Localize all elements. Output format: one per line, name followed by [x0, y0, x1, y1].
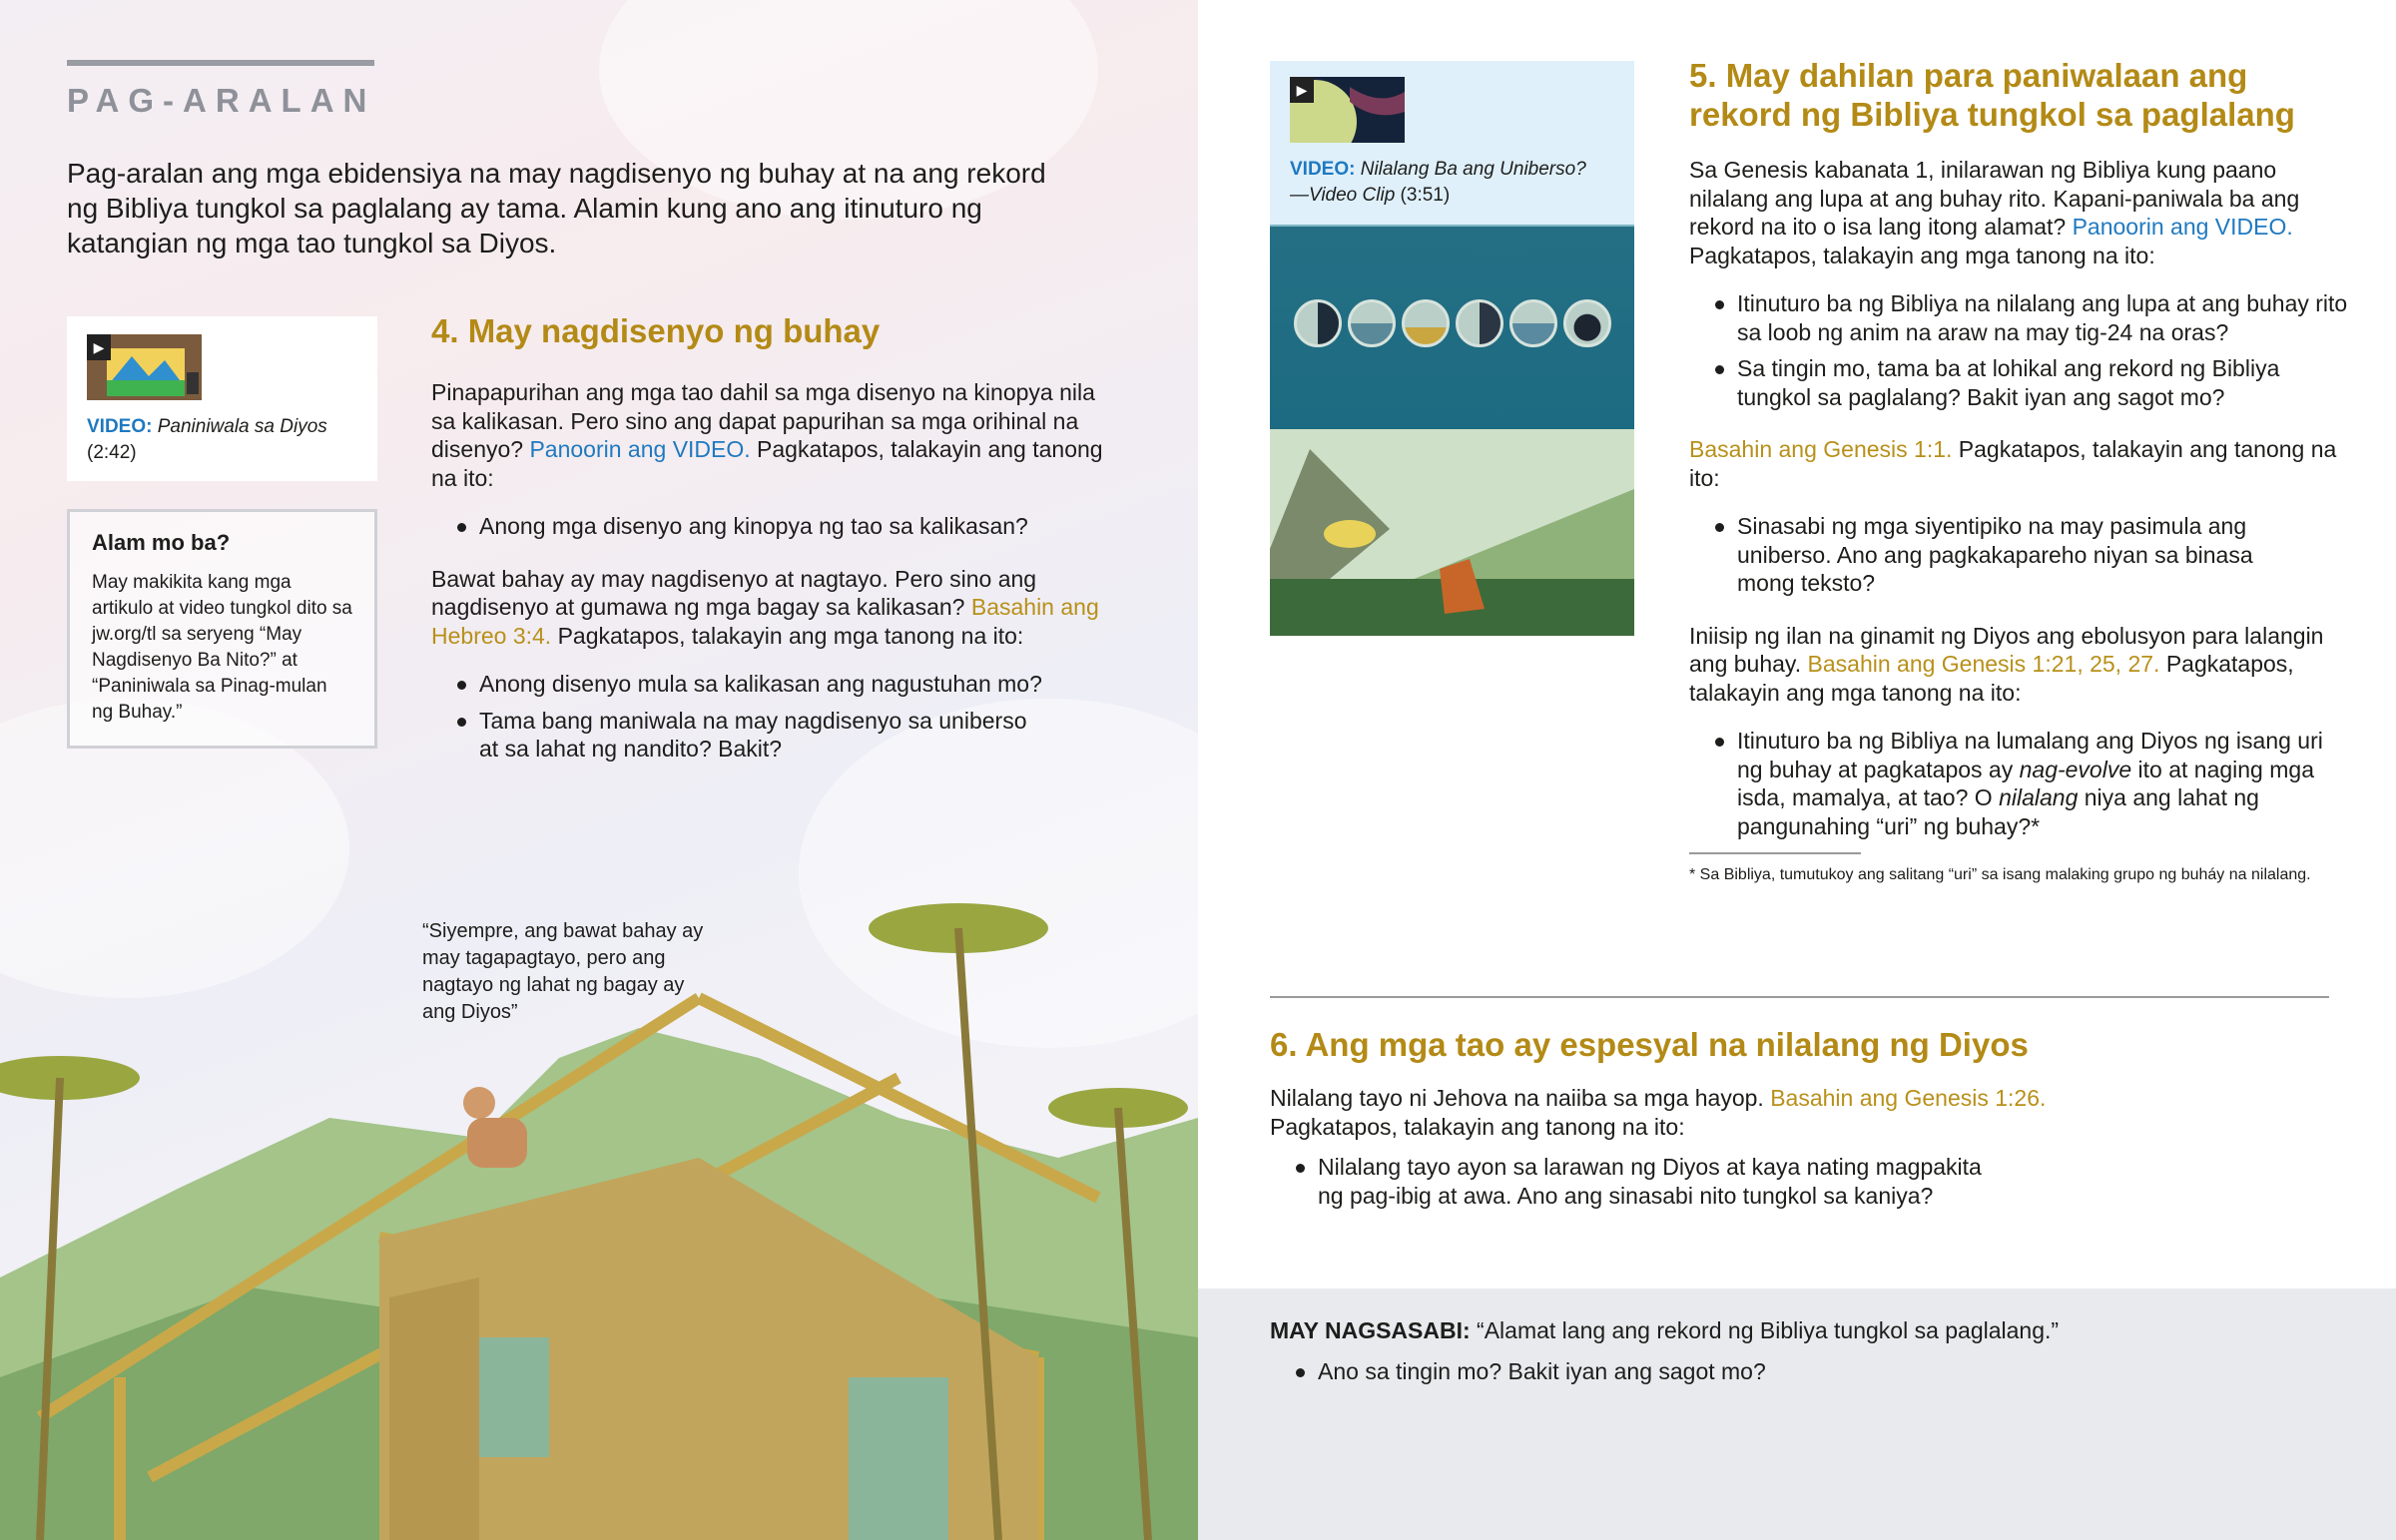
s4-p2: Bawat bahay ay may nagdisenyo at nagtayo. Pero sino ang nagdisenyo at gumawa ng mga bagay sa kalikasan?	[431, 565, 1037, 620]
s6-p1-end: Pagkatapos, talakayin ang tanong na ito:	[1270, 1113, 1685, 1140]
section-kicker: PAG-ARALAN	[67, 82, 376, 119]
did-you-know-box	[67, 509, 377, 749]
question: Sa tingin mo, tama ba at lohikal ang rekord ng Bibliya tungkol sa paglalang? Bakit iyan ang sagot mo?	[1689, 354, 2348, 411]
question: Itinuturo ba ng Bibliya na lumalang ang Diyos ng isang uri ng buhay at pagkatapos ay nag-evolve ito at naging mga isda, mamalya, at tao? O nilalang niya ang lahat ng pangunahing “uri” ng buhay?*	[1689, 727, 2348, 840]
watch-video-link[interactable]: Panoorin ang VIDEO.	[2072, 214, 2293, 240]
section-6-heading: 6. Ang mga tao ay espesyal na nilalang ng Diyos	[1270, 1026, 2029, 1063]
play-icon[interactable]: ▶	[1290, 77, 1314, 103]
s5-p1: Sa Genesis kabanata 1, inilarawan ng Bibliya kung paano nilalang ang lupa at ang buhay rito. Kapani-paniwala ba ang rekord na ito o isa lang itong alamat?	[1689, 157, 2300, 240]
s4-p1-end: Pagkatapos, talakayin ang tanong na ito:	[431, 436, 1103, 491]
video-label: VIDEO:	[1290, 159, 1356, 180]
s4-p2-end: Pagkatapos, talakayin ang mga tanong na ito:	[551, 622, 1024, 649]
s5-p1-end: Pagkatapos, talakayin ang mga tanong na ito:	[1689, 242, 2155, 268]
scripture-link[interactable]: Basahin ang Hebreo 3:4.	[431, 594, 1099, 649]
section-6	[1270, 1025, 2268, 1234]
question: Itinuturo ba ng Bibliya na nilalang ang lupa at ang buhay rito sa loob ng anim na araw na may tig-24 na oras?	[1689, 289, 2348, 346]
footnote-rule	[1689, 852, 1861, 854]
scripture-link[interactable]: Basahin ang Genesis 1:1.	[1689, 436, 1953, 462]
s6-p1: Nilalang tayo ni Jehova na naiiba sa mga hayop.	[1270, 1085, 1771, 1111]
some-say-text: “Alamat lang ang rekord ng Bibliya tungkol sa paglalang.”	[1470, 1317, 2060, 1343]
scripture-link[interactable]: Basahin ang Genesis 1:26.	[1770, 1085, 2047, 1111]
video-card-1[interactable]	[67, 316, 377, 481]
bamboo-house-illustration	[0, 858, 1198, 1540]
s5-p3: Iniisip ng ilan na ginamit ng Diyos ang ebolusyon para lalangin ang buhay.	[1689, 622, 2324, 677]
day-5-icon	[1509, 299, 1557, 347]
some-say-band	[1198, 1288, 2396, 1540]
video-subtitle: —Video Clip	[1290, 185, 1396, 206]
creation-days-illustration	[1270, 225, 1634, 429]
video-duration: (2:42)	[87, 442, 137, 463]
s5-p3-end: Pagkatapos, talakayin ang mga tanong na ito:	[1689, 651, 2294, 706]
day-1-icon	[1294, 299, 1342, 347]
section-4	[431, 311, 1110, 787]
day-6-icon	[1563, 299, 1611, 347]
intro-text: Pag-aralan ang mga ebidensiya na may nagdisenyo ng buhay at na ang rekord ng Bibliya tungkol sa paglalang ay tama. Alamin kung ano ang itinuturo ng katangian ng mga tao tungkol sa Diyos.	[67, 158, 1046, 258]
box-title: Alam mo ba?	[92, 530, 231, 555]
question: Sinasabi ng mga siyentipiko na may pasimula ang uniberso. Ano ang pagkakapareho niyan sa binasa mong teksto?	[1689, 512, 2348, 598]
box-text: May makikita kang mga artikulo at video tungkol dito sa jw.org/tl sa seryeng “May Nagdisenyo Ba Nito?” at “Paniniwala sa Pinag-mulan ng Buhay.”	[92, 572, 352, 723]
section-divider	[1270, 996, 2329, 998]
day-4-icon	[1456, 299, 1503, 347]
section-4-heading: 4. May nagdisenyo ng buhay	[431, 312, 881, 349]
pull-quote: “Siyempre, ang bawat bahay ay may tagapagtayo, pero ang nagtayo ng lahat ng bagay ay ang Diyos”	[422, 920, 704, 1023]
section-5	[1689, 56, 2348, 885]
s5-p2-end: Pagkatapos, talakayin ang tanong na ito:	[1689, 436, 2337, 491]
play-icon[interactable]: ▶	[87, 334, 111, 360]
video-title[interactable]: Nilalang Ba ang Uniberso?	[1360, 159, 1586, 180]
scripture-link[interactable]: Basahin ang Genesis 1:21, 25, 27.	[1807, 651, 2160, 677]
video-label: VIDEO:	[87, 416, 153, 437]
video-thumbnail[interactable]	[1290, 77, 1405, 143]
question: Nilalang tayo ayon sa larawan ng Diyos at kaya nating magpakita ng pag-ibig at awa. Ano ang sinasabi nito tungkol sa kaniya?	[1270, 1153, 2009, 1210]
day-2-icon	[1348, 299, 1396, 347]
video-title[interactable]: Paniniwala sa Diyos	[157, 416, 327, 437]
question: Anong mga disenyo ang kinopya ng tao sa kalikasan?	[431, 512, 1110, 541]
nature-illustration	[1270, 429, 1634, 636]
watch-video-link[interactable]: Panoorin ang VIDEO.	[529, 436, 751, 462]
day-3-icon	[1402, 299, 1450, 347]
question: Anong disenyo mula sa kalikasan ang nagustuhan mo?	[431, 670, 1110, 699]
video-card-2[interactable]	[1270, 61, 1634, 636]
right-page	[1198, 0, 2396, 1540]
question: Ano sa tingin mo? Bakit iyan ang sagot mo?	[1270, 1357, 2318, 1386]
some-say-label: MAY NAGSASABI:	[1270, 1317, 1471, 1343]
section-5-heading: 5. May dahilan para paniwalaan ang rekord ng Bibliya tungkol sa paglalang	[1689, 57, 2295, 133]
video-thumbnail[interactable]	[87, 334, 202, 400]
question: Tama bang maniwala na may nagdisenyo sa uniberso at sa lahat ng nandito? Bakit?	[431, 707, 1110, 764]
footnote: * Sa Bibliya, tumutukoy ang salitang “uri” sa isang malaking grupo ng buháy na nilalang.	[1689, 866, 2311, 883]
header-rule	[67, 60, 374, 66]
video-duration: (3:51)	[1400, 185, 1451, 206]
s4-p1: Pinapapurihan ang mga tao dahil sa mga disenyo na kinopya nila sa kalikasan. Pero sino ang dapat papurihan sa mga orihinal na disenyo?	[431, 379, 1095, 462]
